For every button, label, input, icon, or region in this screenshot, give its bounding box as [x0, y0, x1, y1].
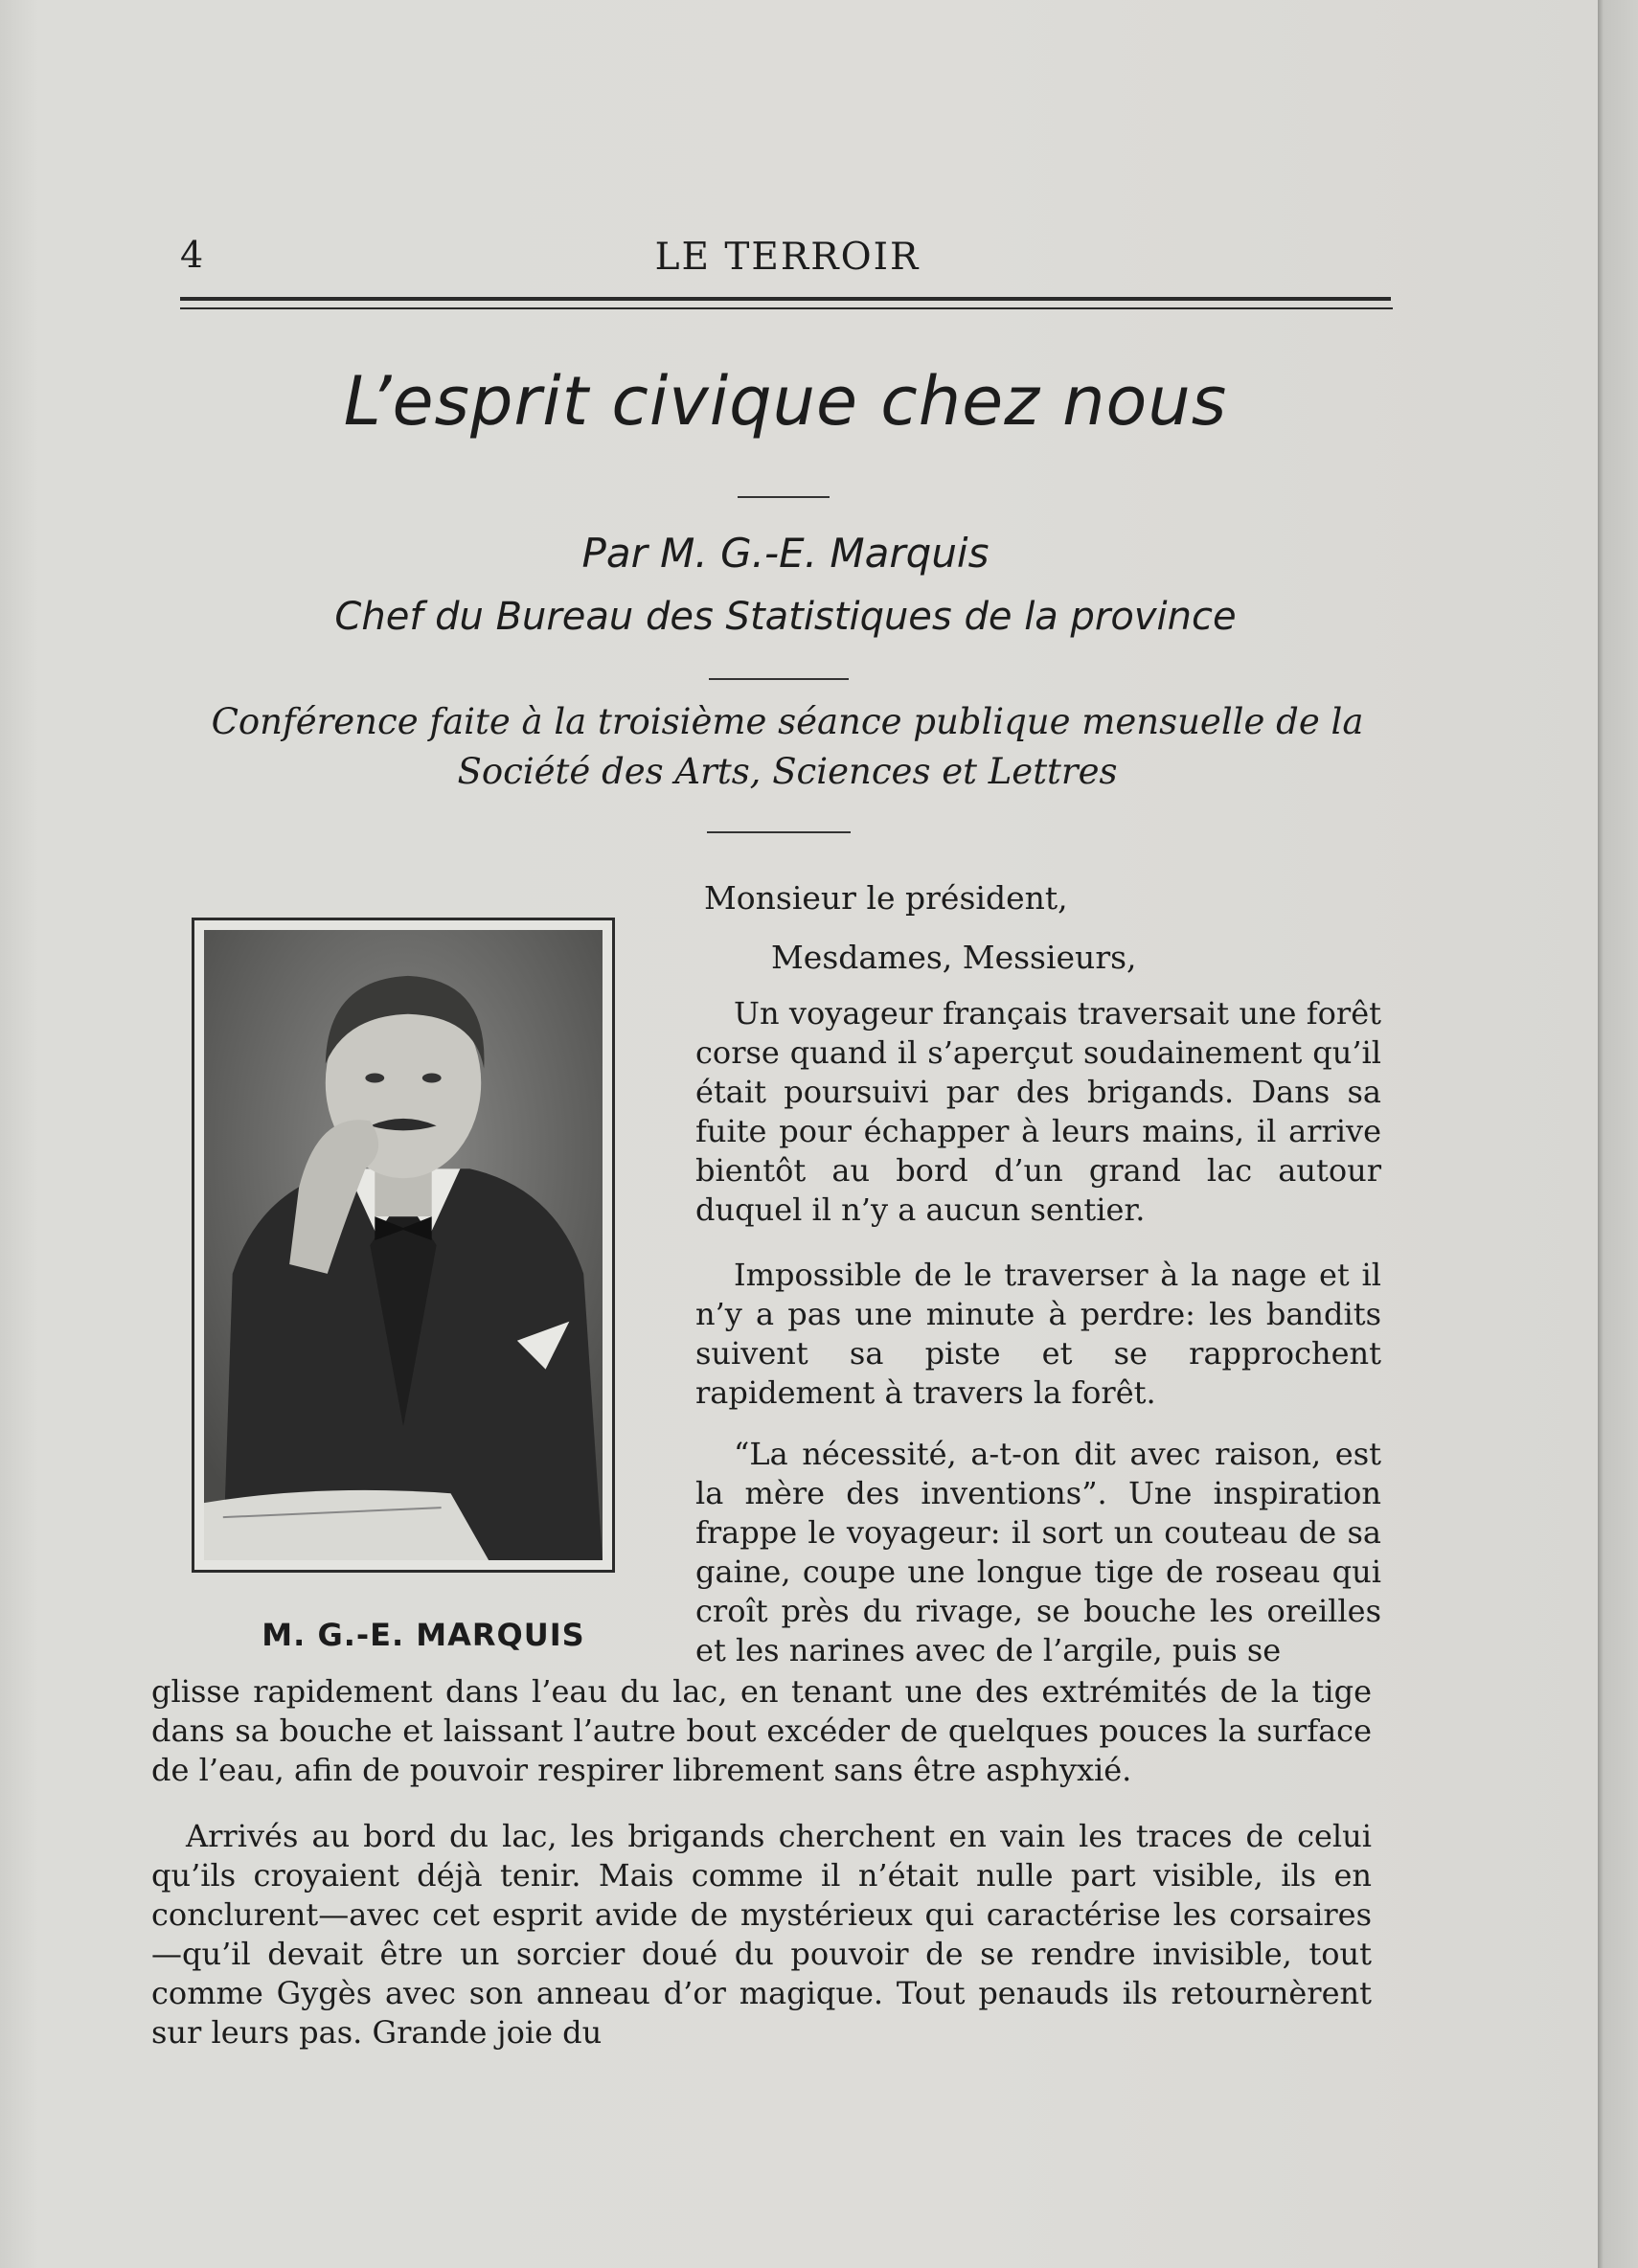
divider-rule [738, 496, 830, 498]
paragraph-text: “La nécessité, a-t-on dit avec raison, est la mère des inventions”. Une inspiration frappe le voyageur: il sort un couteau de sa gaine, coupe une longue tige de roseau qui croît près du rivage, se bouche les oreilles et les narines avec de l’argile, puis se [695, 1436, 1381, 1668]
author-role: Chef du Bureau des Statistiques de la province [334, 595, 1237, 639]
portrait-photo [192, 918, 615, 1573]
paragraph [695, 1435, 1381, 1670]
running-head [180, 234, 1395, 282]
article-title: L’esprit civique chez nous [343, 362, 1228, 441]
paragraph-text: Un voyageur français traversait une forêt corse quand il s’aperçut soudainement qu’il était poursuivi par des brigands. Dans sa fuite pour échapper à leurs mains, il arrive bientôt au bord d’un grand lac autour duquel il n’y a aucun sentier. [695, 995, 1381, 1228]
journal-title: LE TERROIR [654, 236, 921, 279]
salutation: Monsieur le président, [704, 879, 1068, 917]
paragraph [695, 1256, 1381, 1413]
lecture-subtitle [182, 697, 1393, 797]
paragraph [695, 994, 1381, 1230]
portrait-illustration [204, 930, 603, 1560]
divider-rule [709, 678, 849, 680]
portrait-image [204, 930, 603, 1560]
byline: Par M. G.-E. Marquis [581, 530, 990, 577]
salutation-audience: Mesdames, Messieurs, [771, 939, 1137, 976]
paragraph: Arrivés au bord du lac, les brigands cherchent en vain les traces de celui qu’ils croyaient déjà tenir. Mais comme il n’était nulle part visible, ils en conclurent—avec cet esprit avide de mystérieux qui caractérise les corsaires—qu’il devait être un sorcier doué du pouvoir de se rendre invisible, tout comme Gygès avec son anneau d’or magique. Tout penauds ils retournèrent sur leurs pas. Grande joie du [151, 1818, 1372, 2051]
header-rule-thick [180, 297, 1391, 301]
header-rule-thin [180, 307, 1393, 309]
paragraph-text: Impossible de le traverser à la nage et il n’y a pas une minute à perdre: les bandits suivent sa piste et se rapprochent rapidement à travers la forêt. [695, 1257, 1381, 1411]
page-edge [1598, 0, 1638, 2268]
subtitle-line: Société des Arts, Sciences et Lettres [457, 751, 1118, 792]
subtitle-line: Conférence faite à la troisième séance publique mensuelle de la [211, 701, 1364, 742]
paragraph-continuation: glisse rapidement dans l’eau du lac, en tenant une des extrémités de la tige dans sa bouche et laissant l’autre bout excéder de quelques pouces la surface de l’eau, afin de pouvoir respirer librement sans être asphyxié. [151, 1673, 1372, 1788]
page-number: 4 [180, 234, 204, 276]
divider-rule [707, 831, 851, 833]
photo-caption: M. G.-E. MARQUIS [262, 1617, 585, 1653]
